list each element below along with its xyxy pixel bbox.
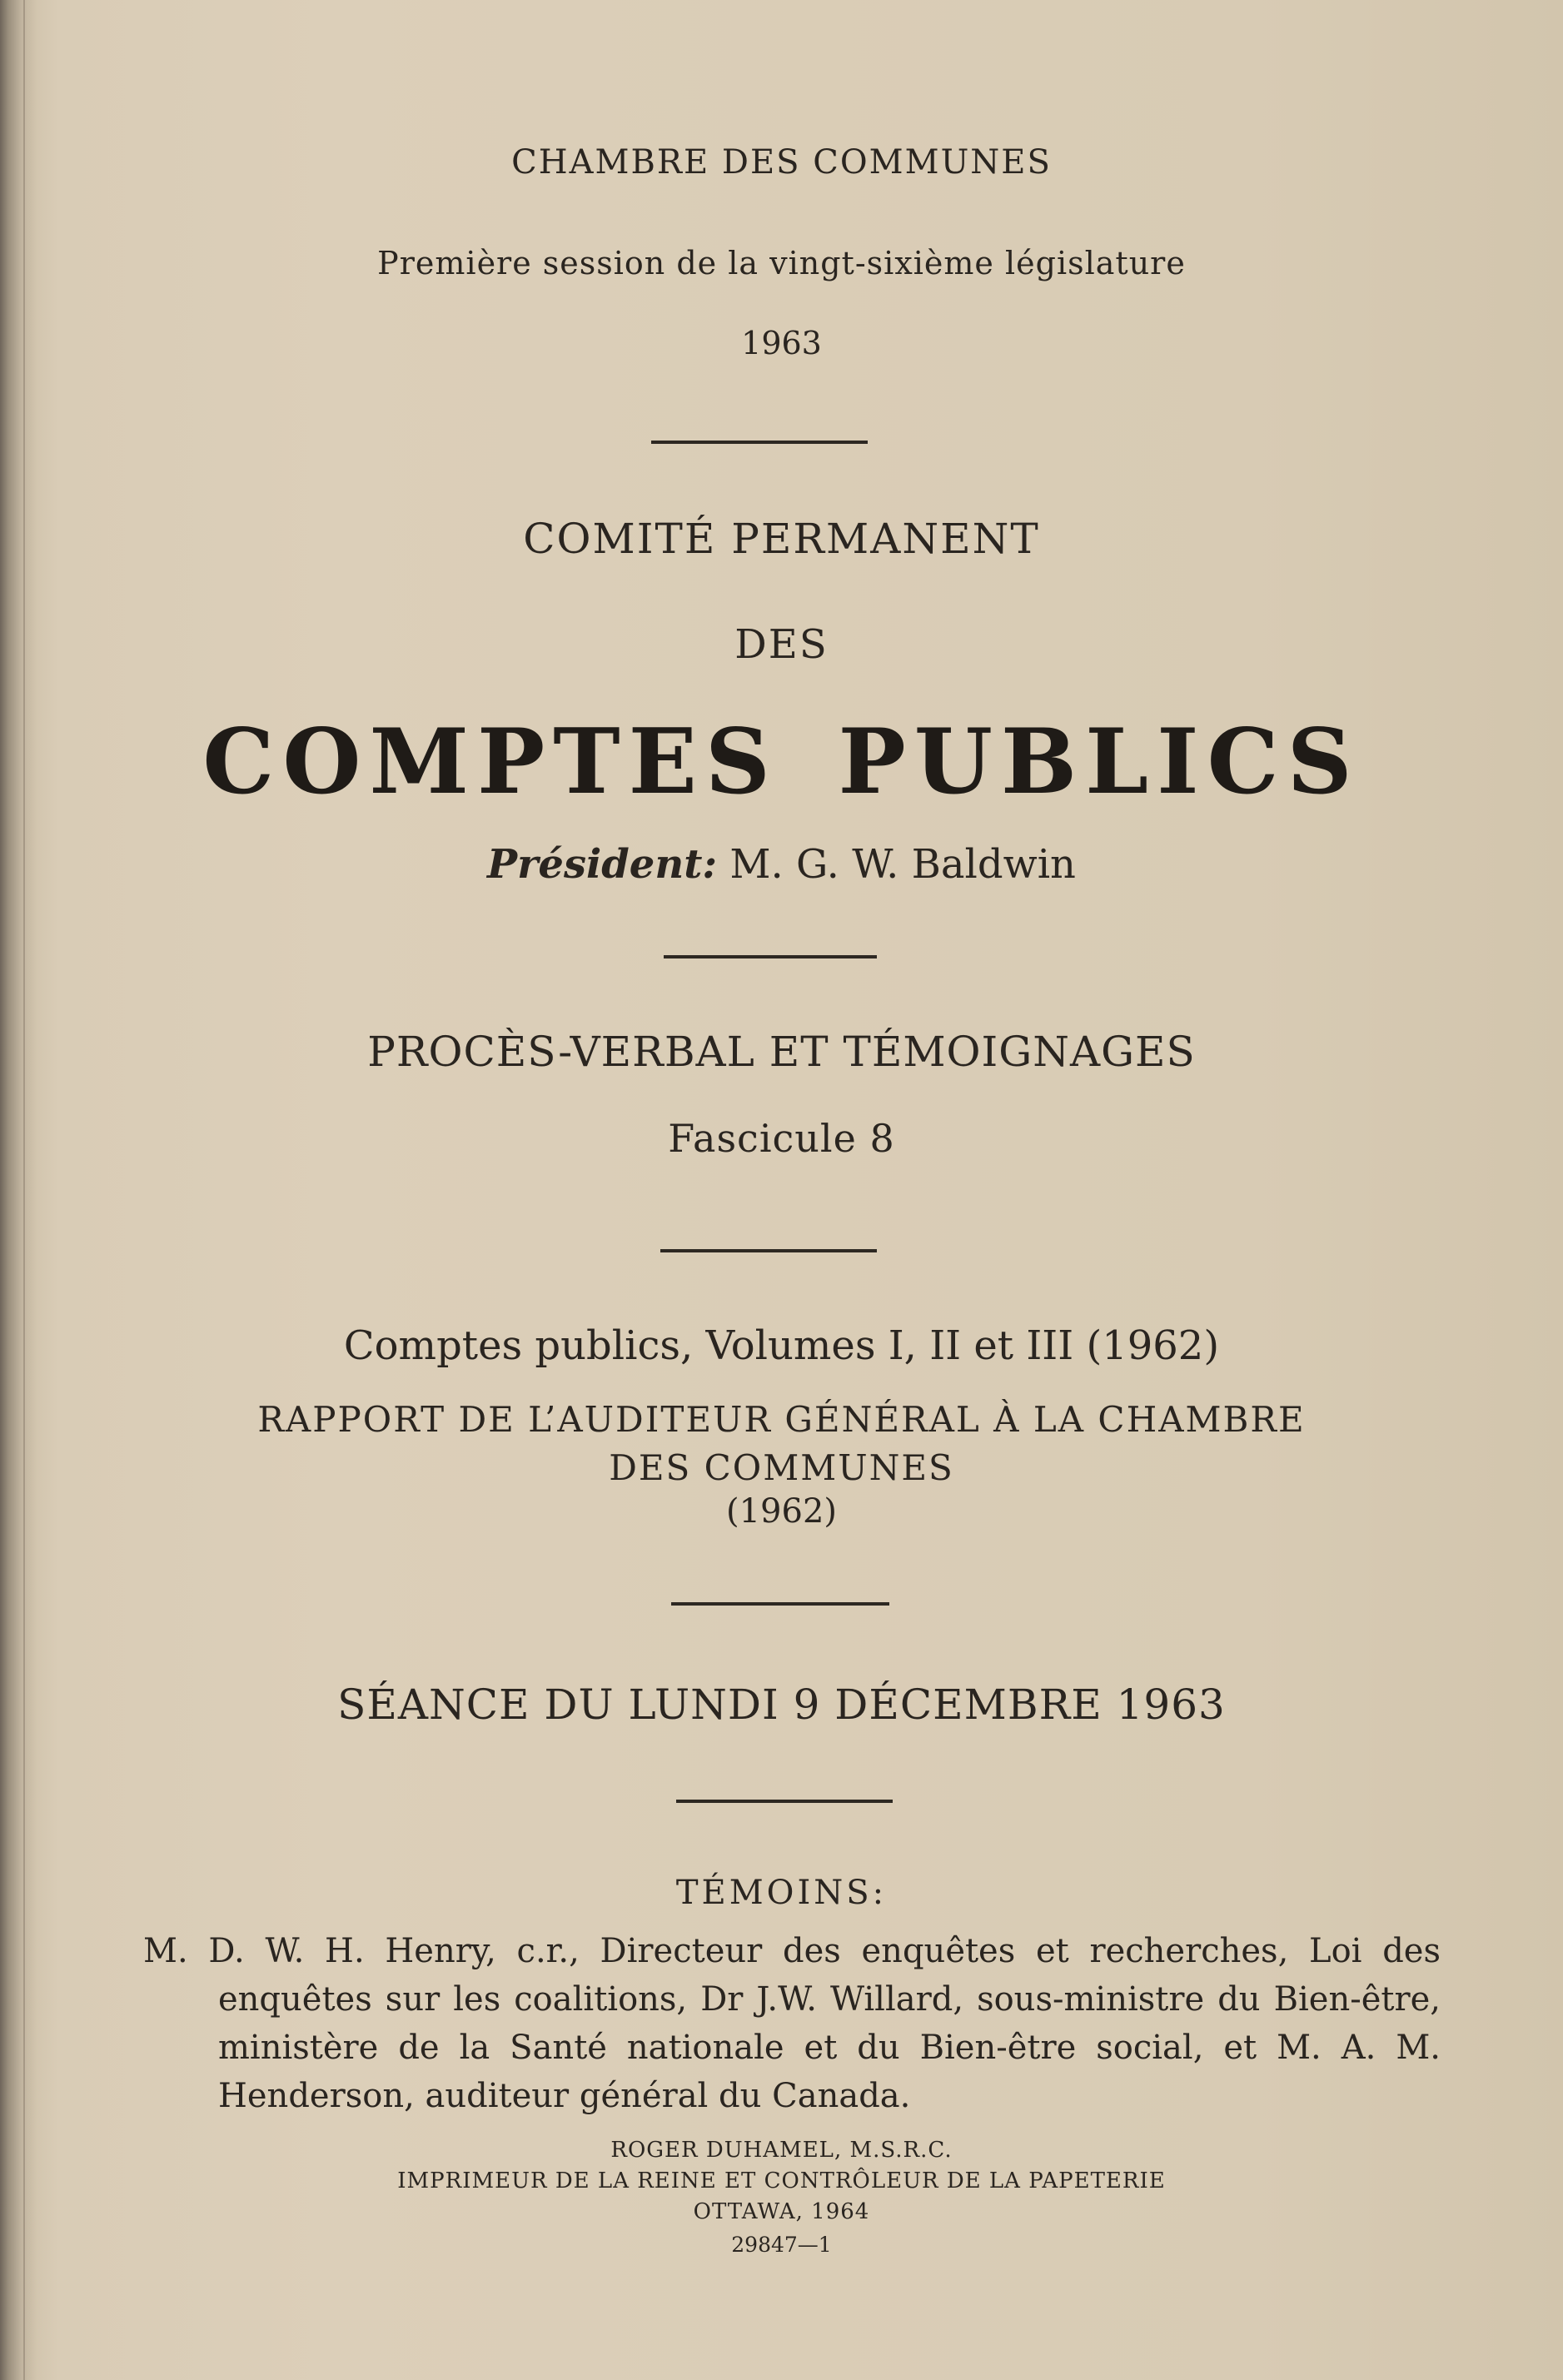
committee-name: COMPTES PUBLICS xyxy=(202,710,1361,814)
session-line: Première session de la vingt-sixième législature xyxy=(377,245,1186,281)
witnesses-paragraph: M. D. W. H. Henry, c.r., Directeur des enquêtes et recherches, Loi des enquêtes sur les coalitions, Dr J.W. Willard, sous-ministre du Bien-être, ministère de la Santé nationale et du Bien-être social, et M. A. M. Henderson, auditeur général du Canada. xyxy=(143,1932,1441,2115)
president-name: M. G. W. Baldwin xyxy=(729,841,1076,888)
sitting-date: SÉANCE DU LUNDI 9 DÉCEMBRE 1963 xyxy=(337,1680,1226,1729)
divider-2 xyxy=(664,955,877,958)
divider-5 xyxy=(676,1800,893,1803)
printer-title: IMPRIMEUR DE LA REINE ET CONTRÔLEUR DE LA PAPETERIE xyxy=(397,2168,1166,2193)
issue-number: Fascicule 8 xyxy=(668,1116,895,1161)
divider-4 xyxy=(671,1602,889,1606)
president-line xyxy=(0,841,1563,888)
report-line1: RAPPORT DE L’AUDITEUR GÉNÉRAL À LA CHAMBRE xyxy=(257,1399,1306,1440)
committee-line1: COMITÉ PERMANENT xyxy=(523,515,1040,563)
report-line2: DES COMMUNES xyxy=(609,1447,954,1488)
printer-place-year: OTTAWA, 1964 xyxy=(693,2199,870,2224)
session-year: 1963 xyxy=(741,325,822,361)
committee-line2: DES xyxy=(734,621,829,668)
president-label: Président: xyxy=(487,841,718,888)
chamber-title: CHAMBRE DES COMMUNES xyxy=(511,143,1052,182)
printer-name: ROGER DUHAMEL, M.S.R.C. xyxy=(610,2138,953,2163)
divider-3 xyxy=(660,1249,877,1252)
report-year: (1962) xyxy=(725,1492,837,1531)
witnesses-heading: TÉMOINS: xyxy=(675,1874,888,1912)
proceedings-title: PROCÈS-VERBAL ET TÉMOIGNAGES xyxy=(367,1028,1196,1076)
divider-1 xyxy=(651,441,868,444)
print-code: 29847—1 xyxy=(731,2233,832,2257)
public-accounts-line: Comptes publics, Volumes I, II et III (1962) xyxy=(343,1322,1220,1369)
